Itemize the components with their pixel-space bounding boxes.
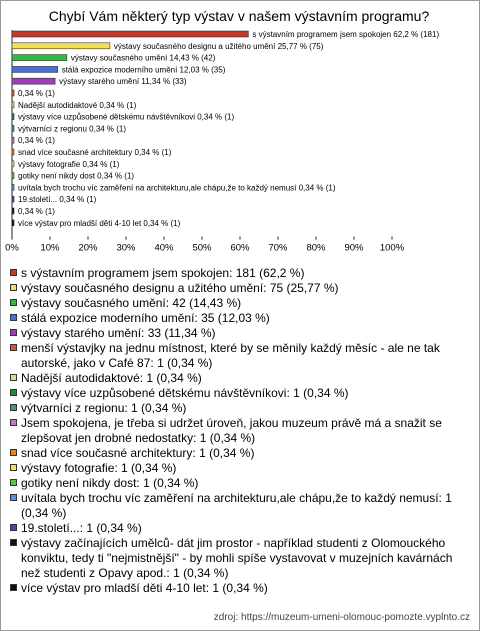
bar-5 (12, 90, 14, 96)
bar-label-10: snad více současné architektury 0,34 % (1) (18, 148, 172, 157)
legend-item (10, 416, 472, 446)
legend-item (10, 521, 472, 536)
bar-label-11: výstavy fotografie 0,34 % (1) (18, 159, 120, 169)
legend-swatch (10, 374, 17, 381)
bar-6 (12, 102, 14, 108)
legend-swatch (10, 479, 17, 486)
x-tick-label-10: 100% (379, 242, 405, 254)
bar-7 (12, 114, 14, 120)
bar-9 (12, 137, 14, 143)
legend-text: gotiky není nikdy dost: 1 (0,34 %) (21, 476, 199, 490)
legend-text: výstavy současného designu a užitého umění: 75 (25,77 %) (21, 281, 339, 295)
legend-text: menší výstavjky na jednu místnost, které by se měnily každý měsíc - ale ne tak autorské, jako v Café 87: 1 (0,34 %) (21, 341, 440, 370)
legend-text: výtvarníci z regionu: 1 (0,34 %) (21, 401, 187, 415)
legend-swatch (10, 344, 17, 351)
x-tick-label-8: 80% (306, 242, 326, 254)
bar-4 (12, 78, 55, 84)
legend-swatch (10, 524, 17, 531)
legend-text: 19.století...: 1 (0,34 %) (21, 521, 142, 535)
bar-label-6: Nadější autodidaktové 0,34 % (1) (18, 100, 137, 110)
legend-swatch (10, 419, 17, 426)
legend-swatch (10, 464, 17, 471)
legend-swatch (10, 494, 17, 501)
legend-item (10, 386, 472, 401)
legend-swatch (10, 329, 17, 336)
legend-item (10, 461, 472, 476)
legend-text: Jsem spokojena, je třeba si udržet úroveň, jakou muzeum právě má a snažit se zlepšovat jen drobné nedostatky: 1 (0,34 %) (21, 416, 442, 445)
legend-swatch (10, 449, 17, 456)
x-tick-label-6: 60% (230, 242, 250, 254)
x-tick-label-5: 50% (192, 242, 212, 254)
bar-label-0: s výstavním programem jsem spokojen 62,2 % (181) (252, 30, 440, 39)
legend-item (10, 341, 472, 371)
bar-label-14: 19.století... 0,34 % (1) (18, 195, 97, 205)
legend-swatch (10, 284, 17, 291)
x-tick-label-7: 70% (268, 242, 288, 254)
bar-2 (12, 55, 67, 61)
legend-text: uvítala bych trochu víc zaměření na architekturu,ale chápu,že to každý nemusí: 1 (0,34 %) (21, 491, 452, 520)
legend-item (10, 491, 472, 521)
legend-item (10, 536, 472, 581)
legend-text: výstavy více uzpůsobené dětskému návštěvníkovi: 1 (0,34 %) (21, 386, 349, 400)
legend-text: snad více současné architektury: 1 (0,34 %) (21, 446, 255, 460)
legend-item (10, 311, 472, 326)
legend-swatch (10, 404, 17, 411)
bar-label-9: 0,34 % (1) (18, 136, 55, 146)
bar-12 (12, 173, 14, 179)
bar-label-12: gotiky není nikdy dost 0,34 % (1) (18, 171, 135, 181)
legend-item (10, 371, 472, 386)
bar-label-4: výstavy starého umění 11,34 % (33) (59, 77, 187, 87)
legend-text: s výstavním programem jsem spokojen: 181 (62,2 %) (21, 266, 305, 280)
source-link[interactable]: zdroj: https://muzeum-umeni-olomouc-pomozte.vyplnto.cz (213, 612, 470, 623)
legend-item (10, 296, 472, 311)
bar-1 (12, 43, 110, 49)
bar-14 (12, 196, 14, 202)
bar-label-8: výtvarníci z regionu 0,34 % (1) (18, 124, 127, 134)
bar-chart (0, 0, 480, 262)
legend-text: výstavy současného umění: 42 (14,43 %) (21, 296, 242, 310)
x-tick-label-0: 0% (5, 242, 19, 254)
bar-label-7: výstavy více uzpůsobené dětskému návštěvníkovi 0,34 % (1) (18, 112, 235, 122)
legend-text: více výstav pro mladší děti 4-10 let: 1 (0,34 %) (21, 581, 268, 595)
legend-item (10, 476, 472, 491)
legend-item (10, 281, 472, 296)
legend-item (10, 581, 472, 596)
legend-swatch (10, 584, 17, 591)
legend-item (10, 326, 472, 341)
bar-label-16: více výstav pro mladší děti 4-10 let 0,34 % (1) (18, 218, 181, 228)
x-tick-label-2: 20% (78, 242, 98, 254)
bar-label-3: stálá expozice moderního umění 12,03 % (35) (61, 65, 226, 75)
bar-15 (12, 208, 14, 214)
x-tick-label-4: 40% (154, 242, 174, 254)
legend-swatch (10, 389, 17, 396)
bar-label-13: uvítala bych trochu víc zaměření na architekturu,ale chápu,že to každý nemusí 0,34 % (1) (18, 183, 336, 193)
bar-11 (12, 161, 14, 167)
bar-3 (12, 66, 58, 72)
legend-text: výstavy začínajících umělců- dát jim prostor - například studenti z Olomouckého konviktu, tedy ti "nejmistnější" - by mohli spíše vystavovat v muzejních kavárnách než studenti z Opavy apod.: 1 (0,34 %) (21, 536, 453, 580)
x-tick-label-9: 90% (344, 242, 364, 254)
legend-swatch (10, 539, 17, 546)
legend-text: výstavy fotografie: 1 (0,34 %) (21, 461, 177, 475)
bar-13 (12, 184, 14, 190)
legend-text: Nadější autodidaktové: 1 (0,34 %) (21, 371, 202, 385)
chart-legend (10, 266, 472, 596)
legend-swatch (10, 269, 17, 276)
legend-item (10, 401, 472, 416)
bar-label-15: 0,34 % (1) (18, 207, 55, 216)
legend-swatch (10, 314, 17, 321)
bar-label-5: 0,34 % (1) (18, 89, 55, 98)
legend-item (10, 446, 472, 461)
x-tick-label-1: 10% (40, 242, 60, 254)
x-tick-label-3: 30% (116, 242, 136, 254)
legend-swatch (10, 299, 17, 306)
bar-8 (12, 125, 14, 131)
bar-label-1: výstavy současného designu a užitého umění 25,77 % (75) (113, 41, 324, 51)
legend-text: stálá expozice moderního umění: 35 (12,03 %) (21, 311, 270, 325)
bar-0 (12, 31, 248, 37)
bar-label-2: výstavy současného umění 14,43 % (42) (70, 53, 216, 63)
bar-16 (12, 220, 14, 226)
legend-text: výstavy starého umění: 33 (11,34 %) (21, 326, 216, 340)
legend-item (10, 266, 472, 281)
chart-title: Chybí Vám některý typ výstav v našem výstavním programu? (48, 8, 430, 24)
bar-10 (12, 149, 14, 155)
